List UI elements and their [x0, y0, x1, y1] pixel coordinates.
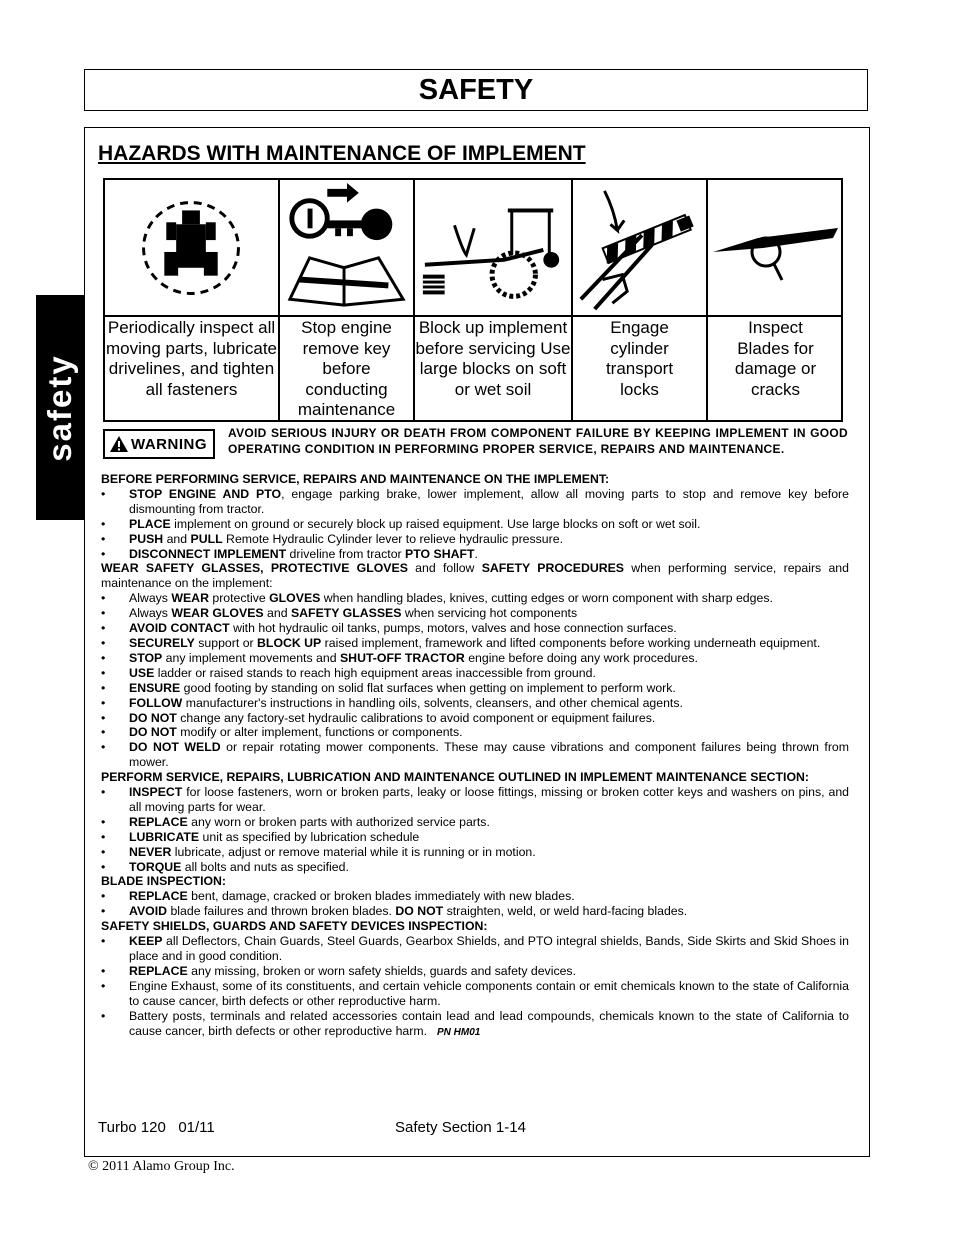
list-item — [101, 487, 849, 517]
text-run: REPLACE — [129, 963, 188, 978]
panel-caption: Engage cylinder transport locks — [573, 317, 708, 420]
text-run: REPLACE — [129, 889, 188, 904]
list-item — [101, 696, 849, 711]
text-run: GLOVES — [269, 591, 321, 606]
warning-triangle-icon — [109, 435, 129, 453]
text-run: bent, damage, cracked or broken blades immediately with new blades. — [187, 889, 575, 904]
side-tab-label: safety — [41, 353, 78, 462]
bullet-icon: • — [101, 531, 106, 546]
side-tab — [36, 295, 84, 520]
bullet-icon: • — [101, 740, 106, 755]
list-item — [101, 532, 849, 547]
text-run: KEEP — [129, 934, 163, 949]
text-run: modify or alter implement, functions or components. — [176, 725, 463, 740]
list-item — [101, 979, 849, 1009]
cylinder-transport-lock-icon — [573, 180, 708, 315]
text-run: ladder or raised stands to reach high equipment areas inaccessible from ground. — [154, 665, 596, 680]
header-box — [84, 69, 868, 111]
text-run: raised implement, framework and lifted components before working underneath equipment. — [321, 635, 821, 650]
text-run: manufacturer's instructions in handling oils, solvents, cleansers, and other chemical agents. — [182, 695, 683, 710]
bullet-icon: • — [101, 591, 106, 606]
bullet-icon: • — [101, 904, 106, 919]
text-run: Always — [129, 591, 172, 606]
text-run: any implement movements and — [162, 650, 340, 665]
text-run: PULL — [190, 531, 223, 546]
text-run: USE — [129, 665, 155, 680]
text-run: unit as specified by lubrication schedule — [199, 829, 420, 844]
text-run: good footing by standing on solid flat surfaces when getting on implement to perform work. — [180, 680, 676, 695]
text-run: DO NOT — [395, 904, 444, 919]
bullet-icon: • — [101, 516, 106, 531]
safety-instructions — [101, 472, 849, 1040]
bullet-icon: • — [101, 486, 106, 501]
bullet-icon: • — [101, 844, 106, 859]
list-item — [101, 666, 849, 681]
list-item — [101, 547, 849, 562]
text-run: PLACE — [129, 516, 171, 531]
text-run: SAFETY PROCEDURES — [481, 561, 625, 576]
text-run: REPLACE — [129, 814, 188, 829]
text-run: all bolts and nuts as specified. — [181, 859, 349, 874]
text-run: PTO SHAFT — [405, 546, 475, 561]
tractor-rotating-parts-icon — [105, 180, 280, 315]
caption-row — [105, 317, 841, 420]
text-run: AVOID CONTACT — [129, 621, 230, 636]
text-run: protective — [208, 591, 270, 606]
text-run: FOLLOW — [129, 695, 183, 710]
text-run: WEAR — [171, 591, 209, 606]
bullet-icon: • — [101, 680, 106, 695]
bullet-icon: • — [101, 695, 106, 710]
text-run: for loose fasteners, worn or broken parts, leaky or loose fittings, missing or broken cotter keys and washers on pins, and all moving parts for wear. — [129, 785, 849, 814]
pictogram-table — [103, 178, 843, 422]
list-item — [101, 860, 849, 875]
bullet-icon: • — [101, 1008, 106, 1023]
text-run: Engine Exhaust, some of its constituents, and certain vehicle components contain or emit chemicals known to the state of California to cause cancer, birth defects or other reproductive harm. — [129, 978, 849, 1008]
list-item — [101, 681, 849, 696]
text-run: BLOCK UP — [257, 635, 322, 650]
text-run: and — [163, 531, 191, 546]
text-run: DO NOT WELD — [129, 740, 221, 755]
list-item — [101, 830, 849, 845]
subsection-heading: BEFORE PERFORMING SERVICE, REPAIRS AND MAINTENANCE ON THE IMPLEMENT: — [101, 472, 610, 486]
text-run: DO NOT — [129, 725, 177, 740]
warning-badge-label: WARNING — [131, 436, 207, 453]
list-item — [101, 964, 849, 979]
text-run: TORQUE — [129, 859, 182, 874]
list-item — [101, 904, 849, 919]
bullet-icon: • — [101, 621, 106, 636]
panel-caption: Stop engine remove key before conducting maintenance — [280, 317, 415, 420]
list-item — [101, 591, 849, 606]
list-item — [101, 815, 849, 830]
text-run: all Deflectors, Chain Guards, Steel Guards, Gearbox Shields, and PTO integral shields, Bands, Side Skirts and Skid Shoes in place and in good condition. — [129, 934, 849, 963]
text-run: AVOID — [129, 904, 168, 919]
list-item — [101, 606, 849, 621]
text-run: lubricate, adjust or remove material while it is running or in motion. — [171, 844, 536, 859]
text-run: when performing service, repairs and maintenance on the implement: — [101, 561, 849, 591]
bullet-icon: • — [101, 635, 106, 650]
text-run: Battery posts, terminals and related accessories contain lead and lead compounds, chemicals known to the state of California to cause cancer, birth defects or other reproductive harm. — [129, 1008, 849, 1038]
section-title: HAZARDS WITH MAINTENANCE OF IMPLEMENT — [98, 142, 586, 165]
bullet-icon: • — [101, 546, 106, 561]
text-run: blade failures and thrown broken blades. — [167, 904, 396, 919]
list-item — [101, 711, 849, 726]
bullet-icon: • — [101, 859, 106, 874]
ignition-key-manual-icon — [280, 180, 415, 315]
text-run: and — [263, 606, 291, 621]
list-item — [101, 889, 849, 904]
bullet-icon: • — [101, 934, 106, 949]
bullet-icon: • — [101, 710, 106, 725]
text-run: SECURELY — [129, 635, 195, 650]
text-run: NEVER — [129, 844, 172, 859]
subsection-heading: PERFORM SERVICE, REPAIRS, LUBRICATION AND MAINTENANCE OUTLINED IN IMPLEMENT MAINTENANCE SECTION: — [101, 770, 809, 785]
text-run: engine before doing any work procedures. — [464, 650, 698, 665]
text-run: LUBRICATE — [129, 829, 200, 844]
block-up-implement-icon — [415, 180, 573, 315]
panel-caption: Block up implement before servicing Use large blocks on soft or wet soil — [415, 317, 573, 420]
list-item — [101, 934, 849, 964]
text-run: driveline from tractor — [286, 546, 406, 561]
bullet-icon: • — [101, 963, 106, 978]
page-title: SAFETY — [418, 74, 534, 106]
text-run: PUSH — [129, 531, 164, 546]
text-run: with hot hydraulic oil tanks, pumps, motors, valves and hose connection surfaces. — [229, 621, 677, 636]
text-run: . — [474, 546, 478, 561]
panel-caption: Inspect Blades for damage or cracks — [734, 318, 817, 399]
text-run: DO NOT — [129, 710, 177, 725]
footer-model-date: Turbo 120 01/11 — [98, 1119, 215, 1136]
text-run: ENSURE — [129, 680, 181, 695]
part-number: PN HM01 — [437, 1026, 481, 1038]
subsection-heading: BLADE INSPECTION: — [101, 874, 227, 889]
bullet-icon: • — [101, 889, 106, 904]
text-run: Always — [129, 606, 172, 621]
text-run: when servicing hot components — [401, 606, 578, 621]
text-run: or repair rotating mower components. These may cause vibrations and component failures being thrown from mower. — [129, 740, 850, 770]
text-run: straighten, weld, or weld hard-facing blades. — [443, 904, 688, 919]
bullet-icon: • — [101, 665, 106, 680]
bullet-icon: • — [101, 725, 106, 740]
text-run: when handling blades, knives, cutting edges or worn component with sharp edges. — [320, 591, 773, 606]
text-run: STOP ENGINE AND PTO — [129, 486, 282, 501]
paragraph — [101, 561, 849, 591]
list-item — [101, 636, 849, 651]
bullet-icon: • — [101, 978, 106, 993]
inspect-blade-icon — [708, 180, 843, 315]
text-run: Remote Hydraulic Cylinder lever to relieve hydraulic pressure. — [222, 531, 563, 546]
list-item — [101, 740, 849, 770]
bullet-icon: • — [101, 606, 106, 621]
text-run: any missing, broken or worn safety shields, guards and safety devices. — [187, 963, 576, 978]
text-run: SAFETY GLASSES — [290, 606, 402, 621]
text-run: WEAR GLOVES — [171, 606, 264, 621]
text-run: support or — [194, 635, 258, 650]
list-item — [101, 517, 849, 532]
list-item — [101, 651, 849, 666]
text-run: implement on ground or securely block up raised equipment. Use large blocks on soft or wet soil. — [170, 516, 701, 531]
text-run: DISCONNECT IMPLEMENT — [129, 546, 287, 561]
list-item — [101, 621, 849, 636]
bullet-icon: • — [101, 829, 106, 844]
text-run: any worn or broken parts with authorized service parts. — [187, 814, 490, 829]
bullet-icon: • — [101, 650, 106, 665]
list-item — [101, 725, 849, 740]
warning-text: AVOID SERIOUS INJURY OR DEATH FROM COMPONENT FAILURE BY KEEPING IMPLEMENT IN GOOD OPERATING CONDITION IN PERFORMING PROPER SERVICE, REPAIRS AND MAINTENANCE. — [228, 426, 848, 456]
pictogram-row — [105, 180, 841, 317]
copyright: © 2011 Alamo Group Inc. — [88, 1159, 235, 1174]
text-run: and follow — [407, 561, 482, 576]
footer-section-page: Safety Section 1-14 — [395, 1119, 526, 1136]
text-run: WEAR SAFETY GLASSES, PROTECTIVE GLOVES — [101, 561, 408, 576]
list-item — [101, 1009, 849, 1041]
list-item — [101, 785, 849, 815]
text-run: SHUT-OFF TRACTOR — [339, 650, 465, 665]
text-run: , engage parking brake, lower implement, allow all moving parts to stop and remove key before dismounting from tractor. — [129, 486, 849, 516]
text-run: STOP — [129, 650, 163, 665]
text-run: INSPECT — [129, 785, 183, 800]
bullet-icon: • — [101, 785, 106, 800]
bullet-icon: • — [101, 814, 106, 829]
panel-caption: Periodically inspect all moving parts, lubricate drivelines, and tighten all fasteners — [105, 317, 280, 420]
text-run: change any factory-set hydraulic calibrations to avoid component or equipment failures. — [176, 710, 656, 725]
list-item — [101, 845, 849, 860]
warning-badge — [103, 429, 215, 459]
subsection-heading: SAFETY SHIELDS, GUARDS AND SAFETY DEVICES INSPECTION: — [101, 919, 488, 934]
